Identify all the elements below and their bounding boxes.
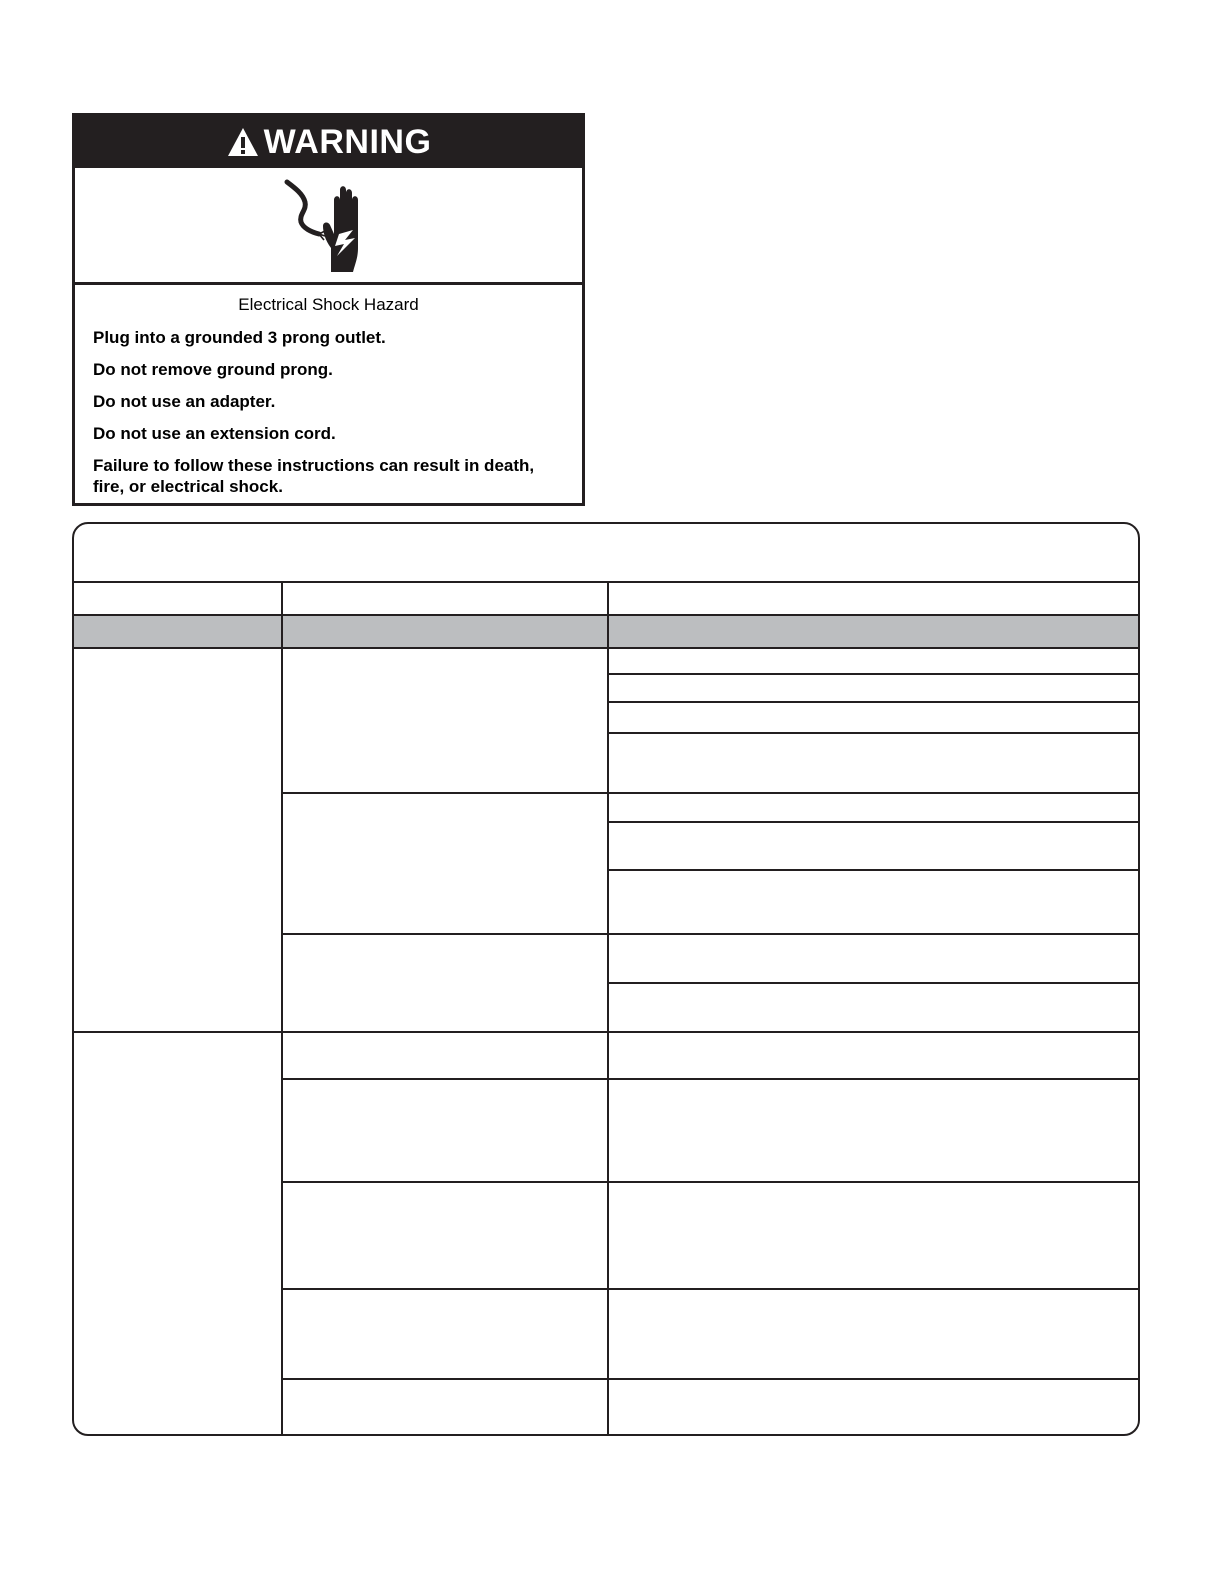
warning-header bbox=[75, 116, 582, 168]
warning-text bbox=[75, 285, 582, 497]
solution-row-line bbox=[607, 869, 1138, 871]
solution-row-line bbox=[607, 673, 1138, 675]
solution-row-line bbox=[607, 821, 1138, 823]
cause-row-line bbox=[281, 1288, 1138, 1290]
cause-row-line bbox=[281, 792, 1138, 794]
column-line-2 bbox=[607, 581, 609, 1436]
cause-row-line bbox=[281, 1078, 1138, 1080]
table-header-bottom-line bbox=[74, 614, 1138, 616]
warning-title: WARNING bbox=[263, 122, 432, 161]
instruction-grounded-outlet: Plug into a grounded 3 prong outlet. bbox=[93, 328, 386, 347]
instruction-ground-prong: Do not remove ground prong. bbox=[93, 360, 333, 379]
solution-row-line bbox=[607, 732, 1138, 734]
column-line-1 bbox=[281, 581, 283, 1436]
solution-row-line bbox=[607, 982, 1138, 984]
instruction-extension-cord: Do not use an extension cord. bbox=[93, 424, 336, 443]
group-divider-line bbox=[74, 1031, 1138, 1033]
hazard-heading: Electrical Shock Hazard bbox=[238, 295, 419, 314]
warning-pictogram bbox=[75, 168, 582, 285]
warning-label bbox=[72, 113, 585, 506]
instruction-adapter: Do not use an adapter. bbox=[93, 392, 276, 411]
section-band bbox=[74, 616, 1138, 647]
table-header-top-line bbox=[74, 581, 1138, 583]
alert-triangle-icon bbox=[226, 126, 260, 158]
cause-row-line bbox=[281, 1378, 1138, 1380]
cause-row-line bbox=[281, 1181, 1138, 1183]
cause-row-line bbox=[281, 933, 1138, 935]
electrical-shock-hand-icon bbox=[281, 178, 377, 272]
solution-row-line bbox=[607, 701, 1138, 703]
troubleshooting-table bbox=[72, 522, 1140, 1436]
section-band-bottom-line bbox=[74, 647, 1138, 649]
instruction-failure-consequence: Failure to follow these instructions can result in death, fire, or electrical shock. bbox=[93, 456, 535, 496]
